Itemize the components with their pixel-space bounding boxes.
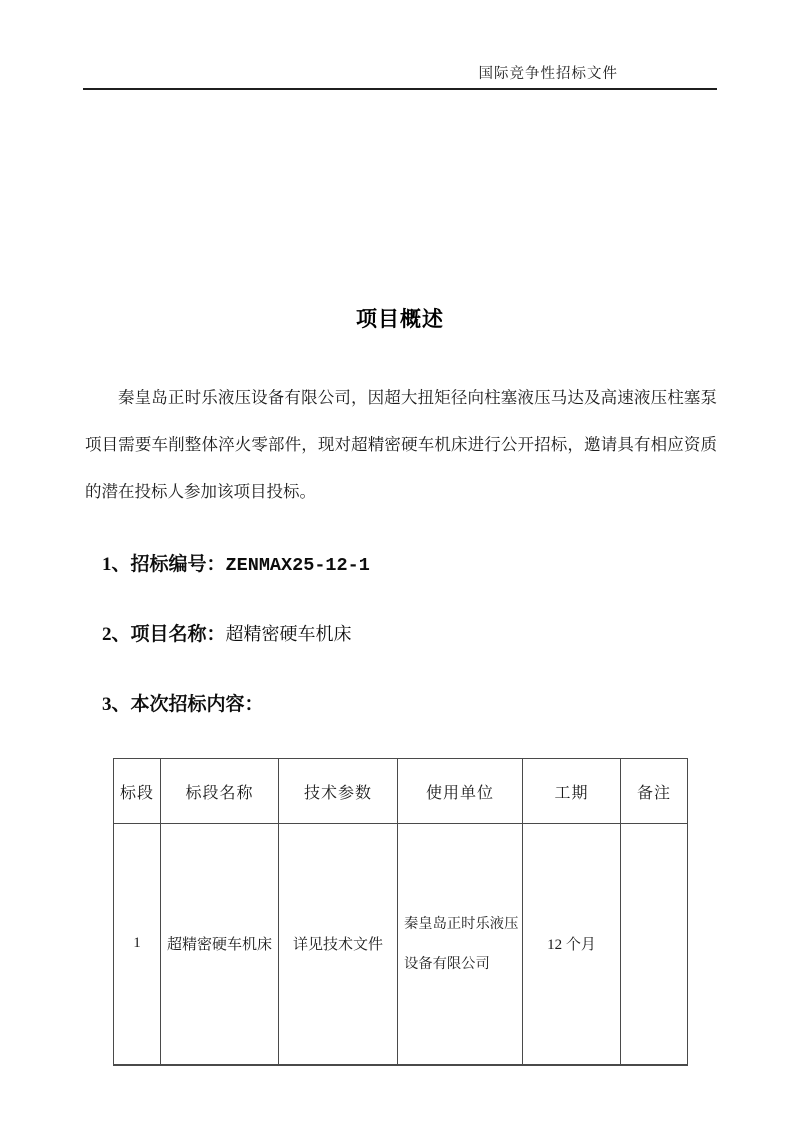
item-tender-number-value: ZENMAX25-12-1 (225, 555, 370, 576)
col-header-tech-spec: 技术参数 (279, 759, 398, 824)
item-tender-number-label: 1、招标编号： (102, 554, 226, 575)
col-header-duration: 工期 (523, 759, 621, 824)
item-project-name-value: 超精密硬车机床 (225, 624, 352, 644)
col-header-lot: 标段 (114, 759, 161, 824)
item-tender-content-label: 3、本次招标内容： (102, 694, 264, 715)
running-header-text: 国际竞争性招标文件 (478, 66, 618, 82)
cell-lot-name: 超精密硬车机床 (161, 824, 279, 1065)
cell-duration: 12 个月 (523, 824, 621, 1065)
item-project-name (102, 619, 352, 646)
col-header-remarks: 备注 (621, 759, 688, 824)
item-tender-number (102, 549, 370, 576)
col-header-user-unit: 使用单位 (398, 759, 523, 824)
cell-tech-spec: 详见技术文件 (279, 824, 398, 1065)
page-title: 项目概述 (356, 307, 444, 331)
table-header-row (114, 759, 688, 824)
cell-remarks (621, 824, 688, 1065)
cell-lot-number: 1 (114, 824, 161, 1065)
tender-lots-table (113, 758, 688, 1066)
cell-user-unit: 秦皇岛正时乐液压设备有限公司 (398, 824, 523, 1065)
intro-paragraph: 秦皇岛正时乐液压设备有限公司，因超大扭矩径向柱塞液压马达及高速液压柱塞泵项目需要车削整体淬火零部件，现对超精密硬车机床进行公开招标，邀请具有相应资质的潜在投标人参加该项目投标。 (85, 388, 717, 501)
item-project-name-label: 2、项目名称： (102, 624, 226, 645)
item-tender-content (102, 689, 264, 716)
header-rule (83, 88, 717, 90)
table-row (114, 824, 688, 1065)
col-header-lot-name: 标段名称 (161, 759, 279, 824)
